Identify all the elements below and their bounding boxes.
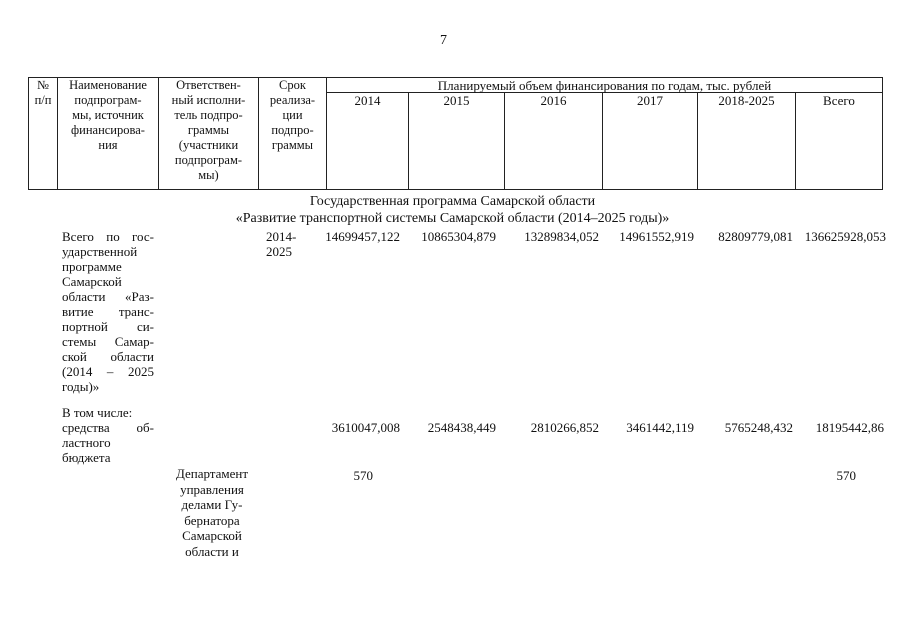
row-total-2014: 14699457,122 (325, 229, 400, 244)
header-year-2017: 2017 (637, 93, 663, 108)
row-including-2015: 2548438,449 (427, 420, 496, 435)
row-department-2014: 570 (353, 468, 373, 483)
row-total-name: Всего по гос- ударственной программе Самарской области «Раз- витие транс- портной си- стемы Самар- ской области (2014 – 2025 годы)» (62, 229, 154, 394)
row-total-2017: 14961552,919 (619, 229, 694, 244)
header-year-2016: 2016 (540, 93, 567, 108)
row-total-2015: 10865304,879 (421, 229, 496, 244)
row-department-sum: 570 (836, 468, 856, 483)
header-total: Всего (823, 93, 855, 108)
header-funding-title: Планируемый объем финансирования по годам, тыс. рублей (437, 78, 772, 93)
row-including-name: В том числе: средства об- ластного бюджета (62, 405, 154, 465)
row-total-2018-2025: 82809779,081 (718, 229, 793, 244)
row-total-sum: 136625928,053 (804, 229, 886, 244)
row-including-2017: 3461442,119 (626, 420, 694, 435)
row-including-2018-2025: 5765248,432 (724, 420, 793, 435)
header-year-2015: 2015 (443, 93, 470, 108)
header-year-2014: 2014 (354, 93, 381, 108)
row-total-2016: 13289834,052 (524, 229, 599, 244)
header-year-2018-2025: 2018-2025 (718, 93, 775, 108)
row-department-name: Департамент управления делами Гу- бернатора Самарской области и (175, 466, 249, 559)
row-including-2016: 2810266,852 (530, 420, 599, 435)
header-col-name: Наименование подпрограм- мы, источник финансирова- ния (69, 78, 147, 152)
header-col-term: Срок реализа- ции подпро- граммы (269, 78, 316, 152)
row-including-2014: 3610047,008 (331, 420, 400, 435)
program-title-line2: «Развитие транспортной системы Самарской области (2014–2025 годы)» (235, 211, 670, 226)
program-title-line1: Государственная программа Самарской области (309, 194, 596, 209)
header-col-responsible: Ответствен- ный исполни- тель подпро- граммы (участники подпрограм- мы) (171, 78, 246, 182)
header-col-number: № п/п (34, 78, 52, 107)
row-including-sum: 18195442,86 (815, 420, 884, 435)
page-number: 7 (440, 33, 447, 48)
row-total-term: 2014- 2025 (266, 229, 297, 259)
